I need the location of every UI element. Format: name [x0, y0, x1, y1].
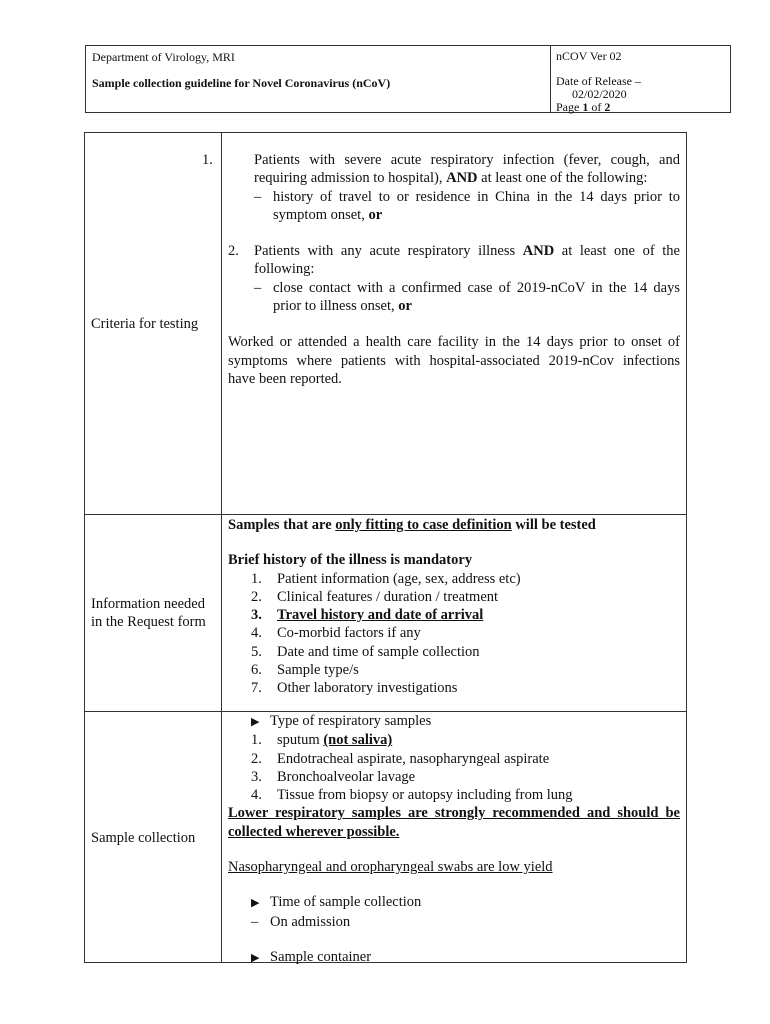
list-item: 3. Bronchoalveolar lavage — [251, 768, 416, 785]
request-form-label: Information needed in the Request form — [91, 596, 206, 630]
header-divider — [550, 46, 551, 112]
criteria-para-line1: Worked or attended a health care facility in the 14 days prior to onset of — [228, 334, 680, 351]
page-indicator: Page 1 of 2 — [556, 100, 611, 114]
list-item: 1. Patient information (age, sex, address etc) — [251, 570, 521, 587]
release-date: 02/02/2020 — [572, 87, 627, 101]
criteria-item-2-line2: following: — [254, 261, 315, 278]
list-item: 3. Travel history and date of arrival — [251, 607, 484, 624]
criteria-label: Criteria for testing — [91, 316, 199, 332]
criteria-item-1-sub-line1: – history of travel to or residence in China in the 14 days prior to — [254, 188, 680, 205]
list-item: 7. Other laboratory investigations — [251, 680, 458, 697]
header-right — [556, 50, 641, 114]
request-form-list — [228, 570, 680, 698]
nasopharyngeal-note: Nasopharyngeal and oropharyngeal swabs are low yield — [228, 859, 553, 876]
list-item: 1. sputum (not saliva) — [251, 732, 393, 749]
criteria-item-1-sub-line2: symptom onset, or — [273, 206, 383, 223]
criteria-item-1-line2: requiring admission to hospital), AND at least one of the following: — [254, 170, 648, 187]
time-item: – On admission — [251, 913, 351, 930]
time-heading: ▶ Time of sample collection — [228, 893, 680, 912]
header-left — [92, 50, 390, 90]
criteria-item-2-sub-line1: – close contact with a confirmed case of 2019-nCoV in the 14 days — [254, 279, 680, 296]
criteria-item-2-sub-line2: prior to illness onset, or — [273, 298, 412, 315]
container-heading: ▶ Sample container — [228, 948, 680, 967]
lower-respiratory-note-line1: Lower respiratory samples are strongly recommended and should be — [228, 805, 680, 822]
list-item: 2. Endotracheal aspirate, nasopharyngeal aspirate — [251, 750, 550, 767]
list-item: 6. Sample type/s — [251, 662, 359, 679]
triangle-right-icon: ▶ — [251, 897, 260, 910]
guideline-table — [84, 132, 687, 963]
department-name: Department of Virology, MRI — [92, 50, 235, 64]
list-item: 4. Co-morbid factors if any — [251, 625, 421, 642]
criteria-item-1-line1: 1. Patients with severe acute respiratory infection (fever, cough, and — [202, 152, 680, 168]
request-form-content — [228, 516, 680, 698]
document-header — [85, 45, 731, 113]
column-divider — [221, 133, 222, 962]
list-item: 5. Date and time of sample collection — [251, 643, 480, 660]
triangle-right-icon: ▶ — [251, 951, 260, 964]
list-item: 2. Clinical features / duration / treatment — [251, 588, 499, 605]
version-label: nCOV Ver 02 — [556, 49, 622, 63]
guideline-title: Sample collection guideline for Novel Coronavirus (nCoV) — [92, 76, 391, 90]
criteria-item-2-line1: 2. Patients with any acute respiratory illness AND at least one of the — [228, 243, 680, 260]
criteria-para-line2: symptoms where patients with hospital-associated 2019-nCov infections — [228, 352, 680, 369]
criteria-para-line3: have been reported. — [228, 370, 342, 387]
triangle-right-icon: ▶ — [251, 716, 260, 728]
brief-history-heading: Brief history of the illness is mandatory — [228, 552, 473, 569]
sample-type-heading: ▶ Type of respiratory samples — [228, 712, 680, 731]
release-label: Date of Release – — [556, 74, 641, 88]
lower-respiratory-note-line2: collected wherever possible. — [228, 823, 400, 840]
row-divider-1 — [85, 514, 686, 515]
criteria-content — [202, 151, 680, 388]
samples-tested-note: Samples that are only fitting to case definition will be tested — [228, 517, 596, 533]
list-item: 4. Tissue from biopsy or autopsy including from lung — [251, 787, 573, 804]
sample-collection-content — [228, 712, 680, 967]
sample-collection-label: Sample collection — [91, 830, 196, 846]
